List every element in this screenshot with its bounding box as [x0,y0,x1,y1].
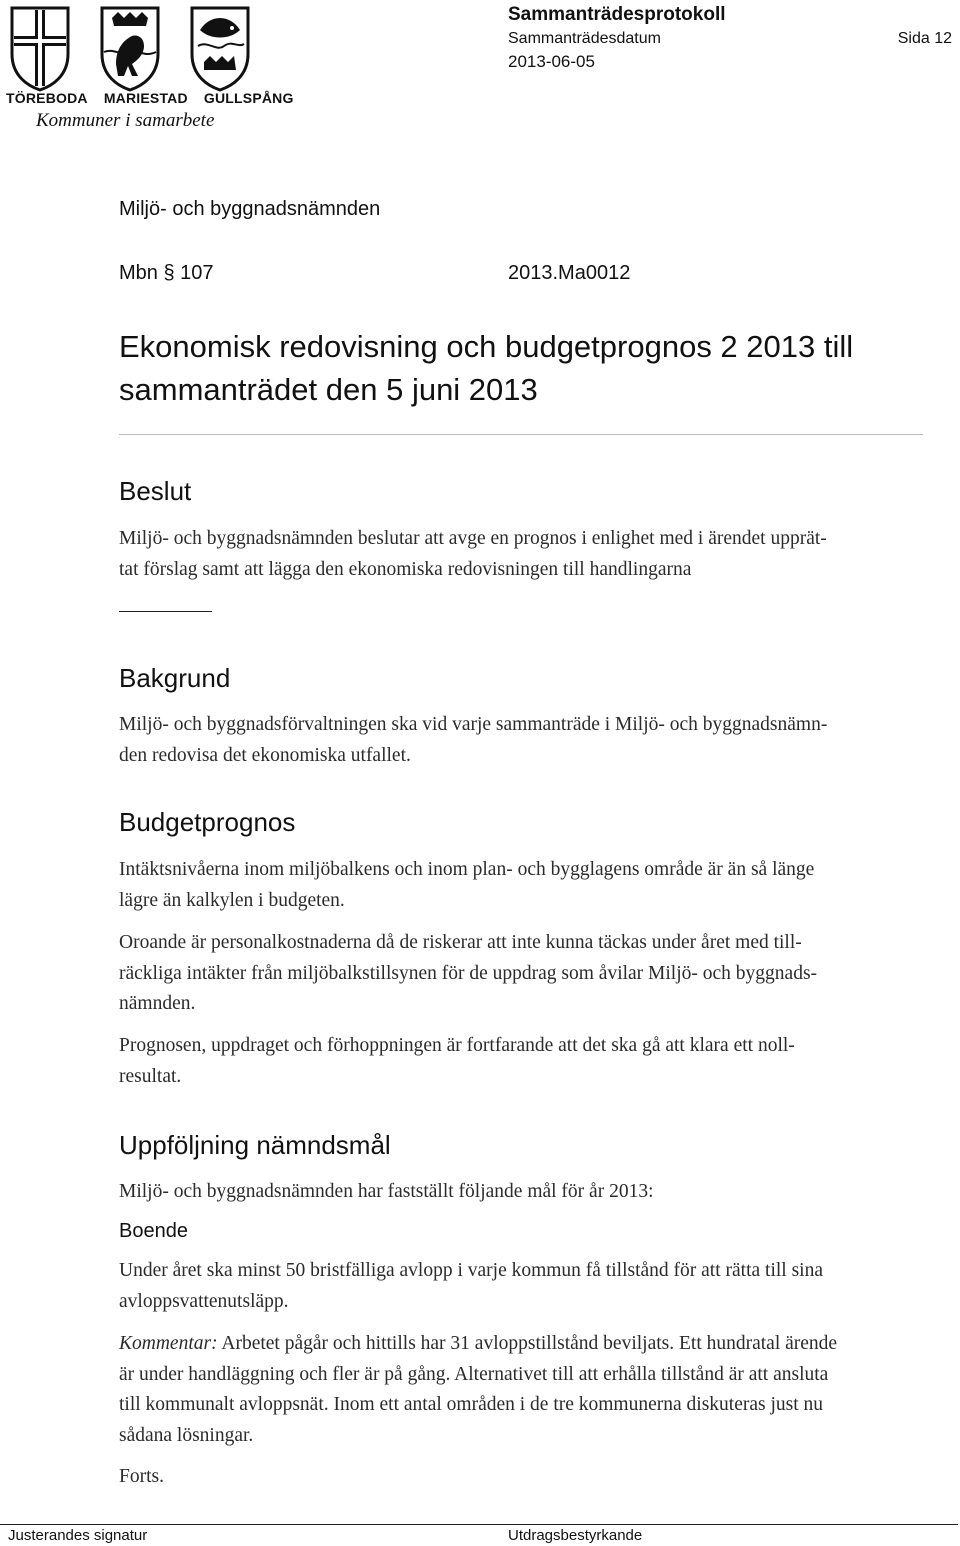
section-heading-bakgrund: Bakgrund [119,663,231,693]
budget-paragraph [119,1031,939,1092]
tagline: Kommuner i samarbete [36,110,215,131]
page-title [119,325,939,411]
toreboda-coat-of-arms-icon [8,4,72,92]
budget-paragraph [119,855,939,916]
case-number: 2013.Ma0012 [508,262,631,284]
subheading-boende: Boende [119,1220,188,1242]
text-line: Under året ska minst 50 bristfälliga avlopp i varje kommun få tillstånd för att rätta till sina [119,1260,823,1281]
text-line: resultat. [119,1065,182,1087]
paragraph-number: Mbn § 107 [119,262,214,284]
municipality-name: GULLSPÅNG [203,90,294,106]
meeting-date-label: Sammanträdesdatum [508,30,661,47]
comment-label: Kommentar: [119,1333,218,1354]
text-line: Forts. [119,1466,164,1487]
text-line: lägre än kalkylen i budgeten. [119,889,345,911]
page-number: Sida 12 [897,30,952,47]
divider [119,434,923,435]
text-line: räckliga intäkter från miljöbalkstillsynen för de uppdrag som åvilar Miljö- och byggnads- [119,962,818,984]
municipality-name: MARIESTAD [103,90,188,106]
protocol-title: Sammanträdesprotokoll [508,4,726,25]
decision-end-rule [119,611,212,612]
title-line: Ekonomisk redovisning och budgetprognos 2 2013 till [119,329,854,364]
municipality-names [6,90,306,106]
extract-certification-label: Utdragsbestyrkande [508,1527,643,1544]
text-line: är under handläggning och fler är på gång. Alternativet till att erhålla tillstånd är att ansluta [119,1363,829,1385]
budget-paragraph [119,928,939,1020]
goal-text [119,1256,939,1317]
text-line: sådana lösningar. [119,1424,254,1446]
text-line: tat förslag samt att lägga den ekonomiska redovisningen till handlingarna [119,558,692,580]
beslut-text [119,524,939,585]
text-line [119,1329,939,1360]
text-line: Miljö- och byggnadsnämnden har fastställt följande mål för år 2013: [119,1181,654,1202]
text-line: avloppsvattenutsläpp. [119,1290,289,1312]
committee-name: Miljö- och byggnadsnämnden [119,198,381,220]
footer-divider [0,1524,958,1525]
text-line: Miljö- och byggnadsförvaltningen ska vid varje sammanträde i Miljö- och byggnadsnämn- [119,714,828,735]
text-line: Miljö- och byggnadsnämnden beslutar att avge en prognos i enlighet med i ärendet upprät- [119,528,827,549]
comment-text [119,1329,939,1451]
municipality-logos [8,4,258,96]
uppfoljning-intro [119,1177,939,1208]
municipality-name: TÖREBODA [6,90,88,106]
section-heading-beslut: Beslut [119,476,192,506]
text-line: Oroande är personalkostnaderna då de riskerar att inte kunna täckas under året med till- [119,932,802,953]
section-heading-budgetprognos: Budgetprognos [119,807,296,837]
mariestad-coat-of-arms-icon [98,4,162,92]
gullspang-coat-of-arms-icon [188,4,252,92]
continued-note [119,1462,939,1493]
meeting-date: 2013-06-05 [508,52,595,71]
section-heading-uppfoljning: Uppföljning nämndsmål [119,1130,391,1160]
text-line: Intäktsnivåerna inom miljöbalkens och inom plan- och bygglagens område är än så länge [119,859,815,880]
text-line: nämnden. [119,993,196,1014]
comment-line-text: Arbetet pågår och hittills har 31 avloppstillstånd beviljats. Ett hundratal ärende [217,1333,838,1354]
bakgrund-text [119,710,939,771]
text-line: den redovisa det ekonomiska utfallet. [119,744,411,766]
text-line: Prognosen, uppdraget och förhoppningen är fortfarande att det ska gå att klara ett noll- [119,1035,795,1056]
title-line: sammanträdet den 5 juni 2013 [119,372,538,407]
text-line: till kommunalt avloppsnät. Inom ett antal områden i de tre kommunerna diskuteras just nu [119,1394,824,1415]
signature-label: Justerandes signatur [8,1527,148,1544]
